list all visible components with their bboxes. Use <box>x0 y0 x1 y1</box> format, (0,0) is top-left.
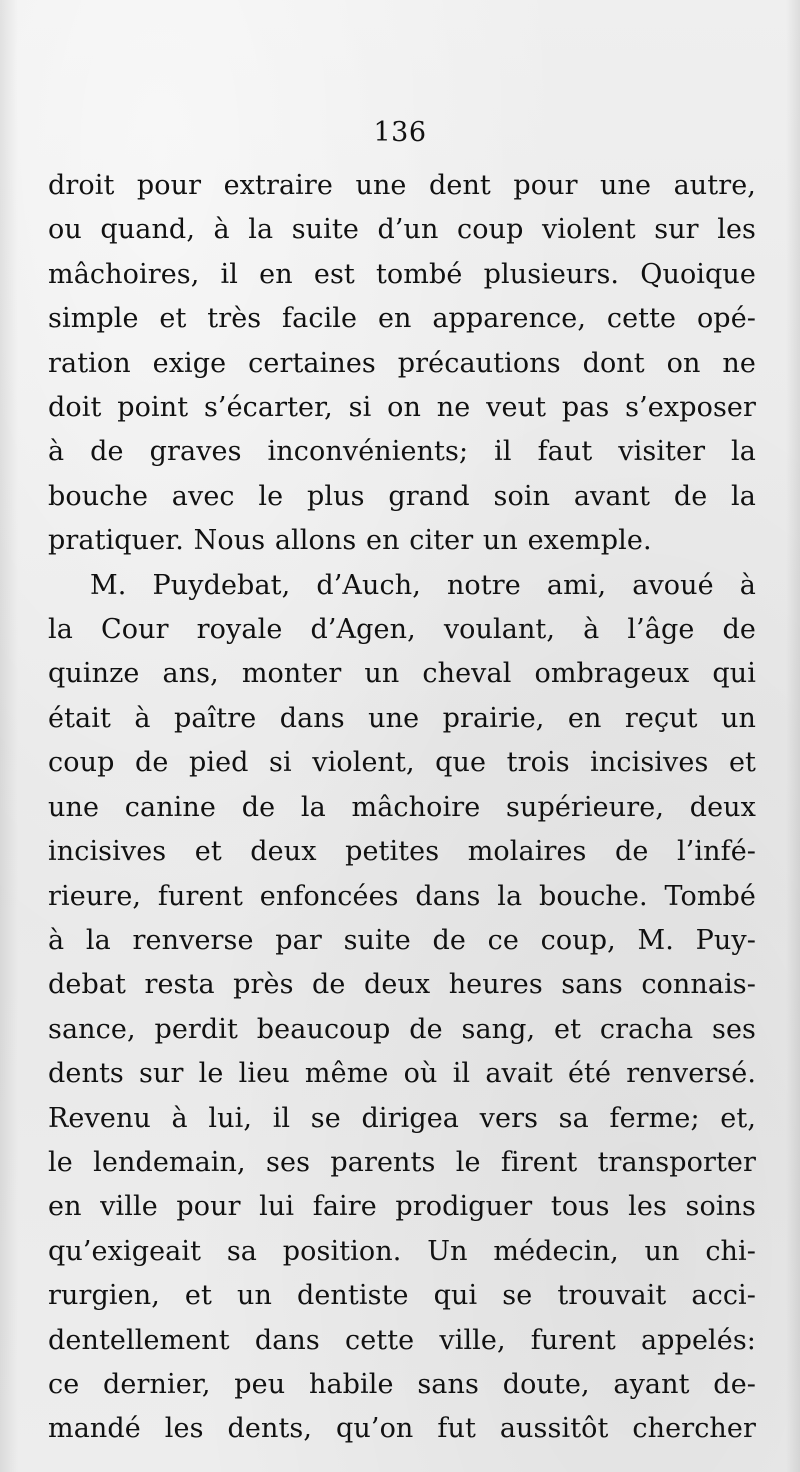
text-line: M. Puydebat, d’Auch, notre ami, avoué à <box>90 569 756 601</box>
text-line: quinze ans, monter un cheval ombrageux qui <box>48 658 756 690</box>
text-line: ce dernier, peu habile sans doute, ayant de- <box>48 1368 756 1400</box>
text-line: mâchoires, il en est tombé plusieurs. Quoique <box>48 258 756 290</box>
text-line: dents sur le lieu même où il avait été renversé. <box>48 1058 756 1090</box>
text-line: à la renverse par suite de ce coup, M. Puy- <box>48 924 756 956</box>
text-line: une canine de la mâchoire supérieure, deux <box>48 791 756 823</box>
text-line: coup de pied si violent, que trois incisives et <box>48 747 756 779</box>
text-line: mandé les dents, qu’on fut aussitôt chercher <box>48 1413 756 1445</box>
text-line: pratiquer. Nous allons en citer un exemple. <box>48 525 652 557</box>
text-line: qu’exigeait sa position. Un médecin, un chi- <box>48 1235 756 1267</box>
text-line: doit point s’écarter, si on ne veut pas s’exposer <box>48 392 756 424</box>
text-line: ou quand, à la suite d’un coup violent sur les <box>48 214 756 246</box>
text-line: sance, perdit beaucoup de sang, et cracha ses <box>48 1013 756 1045</box>
text-line: le lendemain, ses parents le firent transporter <box>48 1146 756 1178</box>
text-line: debat resta près de deux heures sans connais- <box>48 969 756 1001</box>
text-line: droit pour extraire une dent pour une autre, <box>48 170 756 201</box>
text-line: bouche avec le plus grand soin avant de la <box>48 480 756 512</box>
text-line: était à paître dans une prairie, en reçut un <box>48 702 756 734</box>
text-line: rieure, furent enfoncées dans la bouche. Tombé <box>48 880 756 912</box>
text-line: rurgien, et un dentiste qui se trouvait acci- <box>48 1280 756 1312</box>
text-line: la Cour royale d’Agen, voulant, à l’âge de <box>48 614 756 646</box>
text-line: Revenu à lui, il se dirigea vers sa ferme; et, <box>48 1102 756 1134</box>
page-number: 136 <box>373 117 427 148</box>
text-line: ration exige certaines précautions dont on ne <box>48 347 756 379</box>
text-line: dentellement dans cette ville, furent appelés: <box>48 1324 756 1356</box>
text-line: en ville pour lui faire prodiguer tous les soins <box>48 1191 756 1223</box>
body-text <box>48 164 756 1452</box>
text-line: simple et très facile en apparence, cette opé- <box>48 303 756 335</box>
text-line: à de graves inconvénients; il faut visiter la <box>48 436 756 468</box>
text-line: incisives et deux petites molaires de l’infé- <box>48 836 756 868</box>
